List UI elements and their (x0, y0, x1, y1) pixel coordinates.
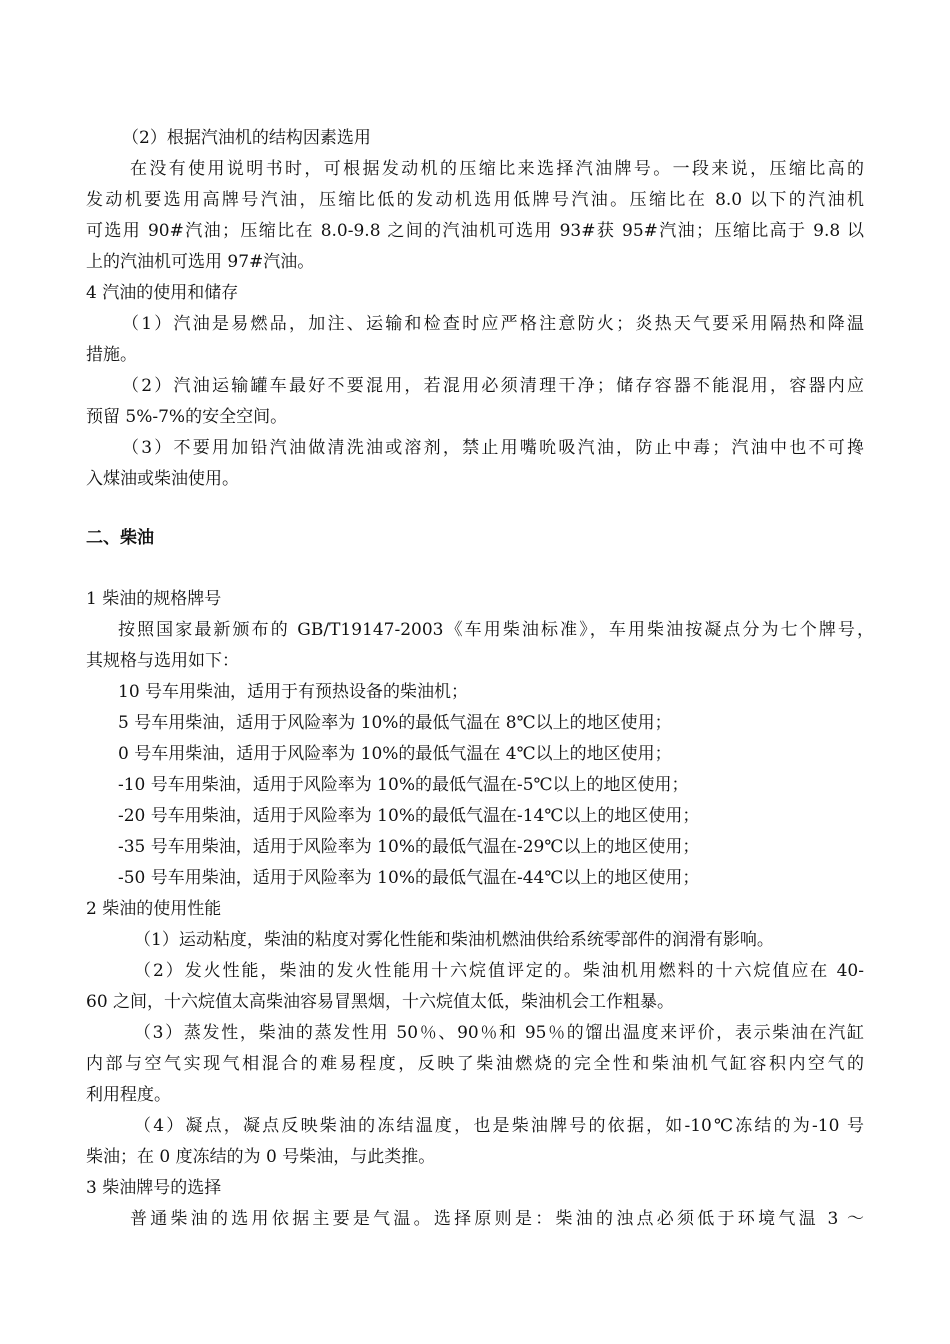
paragraph-line: 在没有使用说明书时，可根据发动机的压缩比来选择汽油牌号。一段来说，压缩比高的 (130, 159, 864, 179)
grade-line: 5 号车用柴油，适用于风险率为 10%的最低气温在 8℃以上的地区使用； (118, 713, 672, 733)
list-item-line: （1）汽油是易燃品，加注、运输和检查时应严格注意防火；炎热天气要采用隔热和降温 (122, 314, 864, 334)
grade-line: 0 号车用柴油，适用于风险率为 10%的最低气温在 4℃以上的地区使用； (118, 744, 672, 764)
paragraph-line: 发动机要选用高牌号汽油，压缩比低的发动机选用低牌号汽油。压缩比在 8.0 以下的汽油机 (86, 190, 864, 210)
section-heading: 2 柴油的使用性能 (86, 899, 222, 919)
list-item-line: 措施。 (86, 345, 137, 365)
grade-line: -20 号车用柴油，适用于风险率为 10%的最低气温在-14℃以上的地区使用； (118, 806, 700, 826)
list-item-line: 入煤油或柴油使用。 (86, 469, 239, 489)
list-item-line: （1）运动粘度，柴油的粘度对雾化性能和柴油机燃油供给系统零部件的润滑有影响。 (134, 930, 774, 950)
paragraph-line: 上的汽油机可选用 97#汽油。 (86, 252, 315, 272)
paragraph-line: 其规格与选用如下： (86, 651, 239, 671)
section-heading: 3 柴油牌号的选择 (86, 1178, 222, 1198)
grade-line: -50 号车用柴油，适用于风险率为 10%的最低气温在-44℃以上的地区使用； (118, 868, 700, 888)
list-item-line: 预留 5%-7%的安全空间。 (86, 407, 288, 427)
list-item-line: 60 之间，十六烷值太高柴油容易冒黑烟，十六烷值太低，柴油机会工作粗暴。 (86, 992, 675, 1012)
list-item-line: 内部与空气实现气相混合的难易程度，反映了柴油燃烧的完全性和柴油机气缸容积内空气的 (86, 1054, 864, 1074)
paragraph-line: 可选用 90#汽油；压缩比在 8.0-9.8 之间的汽油机可选用 93#获 95#汽油；压缩比高于 9.8 以 (86, 221, 864, 241)
grade-line: 10 号车用柴油，适用于有预热设备的柴油机； (118, 682, 469, 702)
list-item-line: （4）凝点，凝点反映柴油的冻结温度，也是柴油牌号的依据，如-10℃冻结的为-10 号 (134, 1116, 864, 1136)
section-heading: 1 柴油的规格牌号 (86, 589, 222, 609)
section-heading: 4 汽油的使用和储存 (86, 283, 239, 303)
grade-line: -10 号车用柴油，适用于风险率为 10%的最低气温在-5℃以上的地区使用； (118, 775, 689, 795)
section-heading: （2）根据汽油机的结构因素选用 (122, 128, 371, 148)
section-title: 二、柴油 (86, 528, 154, 548)
grade-line: -35 号车用柴油，适用于风险率为 10%的最低气温在-29℃以上的地区使用； (118, 837, 700, 857)
paragraph-line: 普通柴油的选用依据主要是气温。选择原则是：柴油的浊点必须低于环境气温 3 ～ (130, 1209, 864, 1229)
list-item-line: （3）蒸发性，柴油的蒸发性用 50％、90％和 95％的馏出温度来评价，表示柴油在汽缸 (134, 1023, 864, 1043)
list-item-line: 柴油；在 0 度冻结的为 0 号柴油，与此类推。 (86, 1147, 436, 1167)
list-item-line: （2）发火性能，柴油的发火性能用十六烷值评定的。柴油机用燃料的十六烷值应在 40- (134, 961, 864, 981)
list-item-line: 利用程度。 (86, 1085, 171, 1105)
list-item-line: （3）不要用加铅汽油做清洗油或溶剂，禁止用嘴吮吸汽油，防止中毒；汽油中也不可搀 (122, 438, 864, 458)
list-item-line: （2）汽油运输罐车最好不要混用，若混用必须清理干净；储存容器不能混用，容器内应 (122, 376, 864, 396)
paragraph-line: 按照国家最新颁布的 GB/T19147-2003《车用柴油标准》，车用柴油按凝点分为七个牌号， (118, 620, 874, 640)
